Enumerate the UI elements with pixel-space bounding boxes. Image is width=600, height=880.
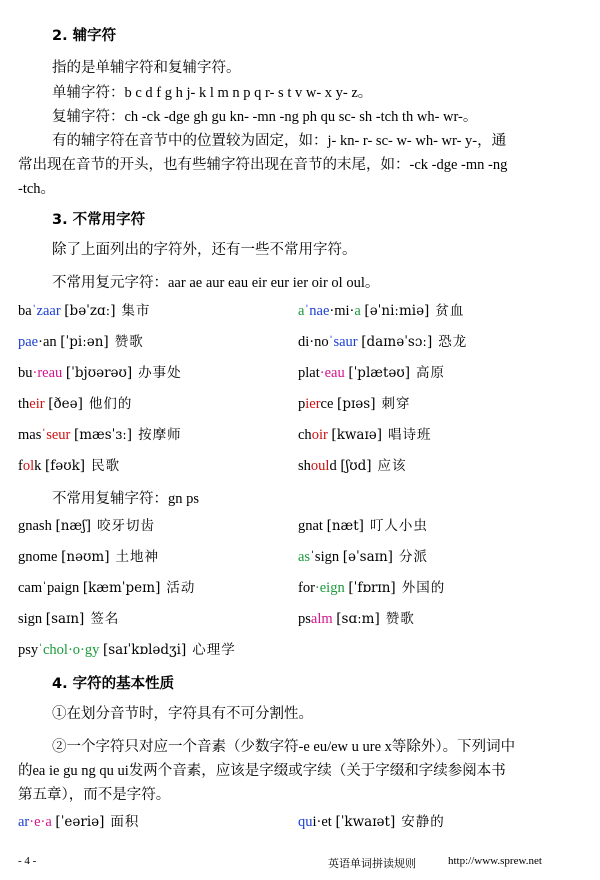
single-list: b c d f g h j- k l m n p q r- s t v w- x y- z。 (124, 85, 373, 101)
vocab-item: asˈsign [əˈsaɪn] 分派 (298, 549, 428, 565)
vocab-item: ar·e·a [ˈeəriə] 面积 (18, 814, 140, 830)
book-title: 英语单词拼读规则 (328, 858, 416, 870)
complex-list: ch -ck -dge gh gu kn- -mn -ng ph qu sc- sh -tch th wh- wr-。 (124, 109, 478, 125)
section2-para-line1: 有的辅字符在音节中的位置较为固定，如：j- kn- r- sc- w- wh- wr- y-，通 (52, 133, 507, 149)
section2-heading: 2. 辅字符 (52, 28, 117, 44)
vocab-item: psalm [sɑːm] 赞歌 (298, 611, 415, 627)
section2-para-line3: -tch。 (18, 181, 56, 197)
vocab-item: aˈnae·mi·a [əˈniːmiə] 贫血 (298, 303, 465, 319)
vocab-item: should [ʃʊd] 应该 (298, 458, 407, 474)
consonants-label: 不常用复辅字符：gn ps (52, 491, 200, 507)
section2-intro: 指的是单辅字符和复辅字符。 (52, 60, 241, 76)
vocab-item: camˈpaign [kæmˈpeɪn] 活动 (18, 580, 196, 596)
section4-heading: 4. 字符的基本性质 (52, 676, 175, 692)
vocab-item: plat·eau [ˈplætəʊ] 高原 (298, 365, 446, 381)
vocab-item: folk [fəʊk] 民歌 (18, 458, 121, 474)
vocab-item: bu·reau [ˈbjʊərəʊ] 办事处 (18, 365, 182, 381)
single-label: 单辅字符： (52, 85, 125, 101)
vocab-item: choir [kwaɪə] 唱诗班 (298, 427, 432, 443)
section3-heading: 3. 不常用字符 (52, 212, 146, 228)
section3-intro: 除了上面列出的字符外，还有一些不常用字符。 (52, 242, 357, 258)
section4-point2-line2: 的ea ie gu ng qu ui发两个音素，应该是字缀或字续（关于字缀和字续参阅本书 (18, 763, 506, 779)
vocab-item: gnome [nəʊm] 土地神 (18, 549, 159, 565)
vocab-item: pierce [pɪəs] 刺穿 (298, 396, 411, 412)
vocab-item: gnash [næʃ] 咬牙切齿 (18, 518, 156, 534)
single-consonants (52, 81, 372, 105)
page-number: - 4 - (18, 855, 37, 867)
vocab-item: for·eign [ˈfɒrɪn] 外国的 (298, 580, 446, 596)
section2-para-line2: 常出现在音节的开头，也有些辅字符出现在音节的末尾，如：-ck -dge -mn -ng (18, 157, 508, 173)
section4-point1: ①在划分音节时，字符具有不可分割性。 (52, 706, 313, 722)
vocab-item: gnat [næt] 叮人小虫 (298, 518, 428, 534)
vocab-item: masˈseur [mæsˈɜː] 按摩师 (18, 427, 182, 443)
vocab-item: di·noˈsaur [daɪnəˈsɔː] 恐龙 (298, 334, 468, 350)
section4-point2-line1: ②一个字符只对应一个音素（少数字符-e eu/ew u ure x等除外）。下列词中 (52, 739, 516, 755)
vocab-item: their [ðeə] 他们的 (18, 396, 133, 412)
vocab-item: qui·et [ˈkwaɪət] 安静的 (298, 814, 445, 830)
vocab-item: sign [saɪn] 签名 (18, 611, 120, 627)
vocab-item: pae·an [ˈpiːən] 赞歌 (18, 334, 144, 350)
footer-url[interactable]: http://www.sprew.net (448, 855, 542, 867)
vowels-label: 不常用复元字符：aar ae aur eau eir eur ier oir ol oul。 (52, 275, 380, 291)
section4-point2-line3: 第五章），而不是字符。 (18, 787, 171, 803)
complex-label: 复辅字符： (52, 109, 125, 125)
vocab-item: psyˈchol·o·gy [saɪˈkɒlədʒi] 心理学 (18, 642, 236, 658)
complex-consonants (52, 105, 477, 129)
vocab-item: baˈzaar [bəˈzɑː] 集市 (18, 303, 151, 319)
